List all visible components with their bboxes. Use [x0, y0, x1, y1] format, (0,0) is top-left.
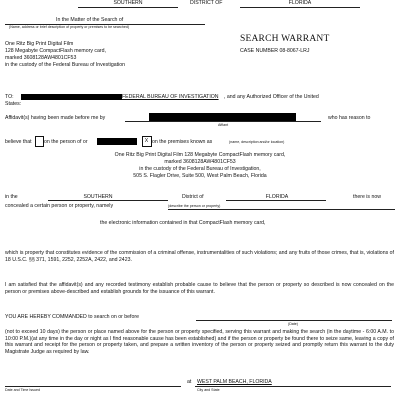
affidavit-suffix: who has reason to — [328, 115, 371, 121]
affidavit-prefix: Affidavit(s) having been made before me by — [5, 115, 106, 121]
concealed-line — [168, 209, 395, 210]
redacted-affiant — [149, 113, 296, 121]
person-label: on the person of or — [44, 139, 88, 145]
property-line-2: 128 Megabyte CompactFlash memory card, — [5, 48, 106, 54]
premises-line-2: marked 3608128AW4801CF53 — [164, 159, 236, 165]
district-name-2: SOUTHERN — [83, 194, 113, 200]
date-time-line — [5, 386, 181, 387]
footer-at-label: at — [187, 379, 192, 385]
electronic-info: the electronic information contained in that CompactFlash memory card, — [100, 220, 266, 226]
affiant-label: Affiant — [218, 123, 229, 127]
state-name: FLORIDA — [288, 0, 312, 6]
matter-label: In the Matter of the Search of — [56, 17, 124, 23]
premises-label: on the premises known as — [152, 139, 213, 145]
property-line-1: One Ritz Big Print Digital Film — [5, 41, 74, 47]
district-of-label: DISTRICT OF — [190, 0, 223, 6]
to-label: TO: — [5, 94, 14, 100]
redacted-person — [97, 138, 137, 145]
believe-label: believe that — [5, 139, 32, 145]
case-number: CASE NUMBER 08-8067-LRJ — [240, 48, 310, 54]
in-the-label: in the — [5, 194, 18, 200]
to-agency: FEDERAL BUREAU OF INVESTIGATION — [122, 94, 219, 100]
district-name: SOUTHERN — [113, 0, 143, 6]
date-time-label: Date and Time Issued — [5, 388, 40, 392]
premises-line-3: in the custody of the Federal Bureau of Investigation, — [139, 166, 261, 172]
city-state-line — [195, 386, 391, 387]
district-of-label-2: District of — [182, 194, 204, 200]
footer-city-state: WEST PALM BEACH, FLORIDA — [197, 379, 272, 385]
satisfied-paragraph: I am satisfied that the affidavit(s) and any recorded testimony establish probable cause to believe that the person or property so described is now concealed on the person or premises above-described and establish grounds for the issuance of this warrant. — [5, 282, 394, 295]
premises-sublabel: (name, description and/or location) — [229, 140, 285, 144]
command-date-line — [196, 320, 392, 321]
person-checkbox[interactable] — [35, 136, 44, 147]
command-date-label: (Date) — [288, 322, 298, 326]
matter-sublabel: (Name, address or brief description of property or premises to be searched) — [9, 25, 130, 29]
property-paragraph: which is property that constitutes evidence of the commission of a criminal offense, instrumentalities of such violations; and any fruits of those crimes, that is, violations of 18 U.S.C. §§ 371, 1591, 2252, 2252A, 2422, and 2423. — [5, 250, 394, 263]
city-state-label: City and State — [197, 388, 220, 392]
property-line-3: marked 3608128AW4801CF53 — [5, 55, 77, 61]
concealed-label: concealed a certain person or property, namely — [5, 203, 114, 209]
property-line-4: in the custody of the Federal Bureau of Investigation — [5, 62, 125, 68]
to-suffix-2: States: — [5, 101, 22, 107]
command-paragraph: (not to exceed 10 days) the person or place named above for the person or property specified, serving this warrant and making the search (in the daytime - 6:00 A.M. to 10:00 P.M.)(at any time in the day or night as I find reasonable cause has been established) and if the person or property be found there to seize same, leaving a copy of this warrant and receipt for the person or property taken, and prepare a written inventory of the person or property seized and promptly return this warrant to the duty Magistrate Judge as required by law. — [5, 329, 394, 355]
state-name-2: FLORIDA — [265, 194, 289, 200]
premises-line-1: One Ritz Big Print Digital Film 128 Megabyte CompactFlash memory card, — [114, 152, 286, 158]
premises-checkbox-mark: X — [144, 138, 149, 144]
redacted-recipient — [21, 94, 122, 100]
there-is-now: there is now — [353, 194, 381, 200]
commanded-label: YOU ARE HEREBY COMMANDED to search on or before — [5, 314, 139, 320]
premises-line-4: 505 S. Flagler Drive, Suite 500, West Palm Beach, Florida — [133, 173, 267, 179]
concealed-sublabel: (describe the person or property) — [168, 204, 221, 208]
to-suffix: , and any Authorized Officer of the United — [224, 94, 319, 100]
affiant-line — [125, 121, 321, 122]
document-title: SEARCH WARRANT — [240, 34, 330, 44]
